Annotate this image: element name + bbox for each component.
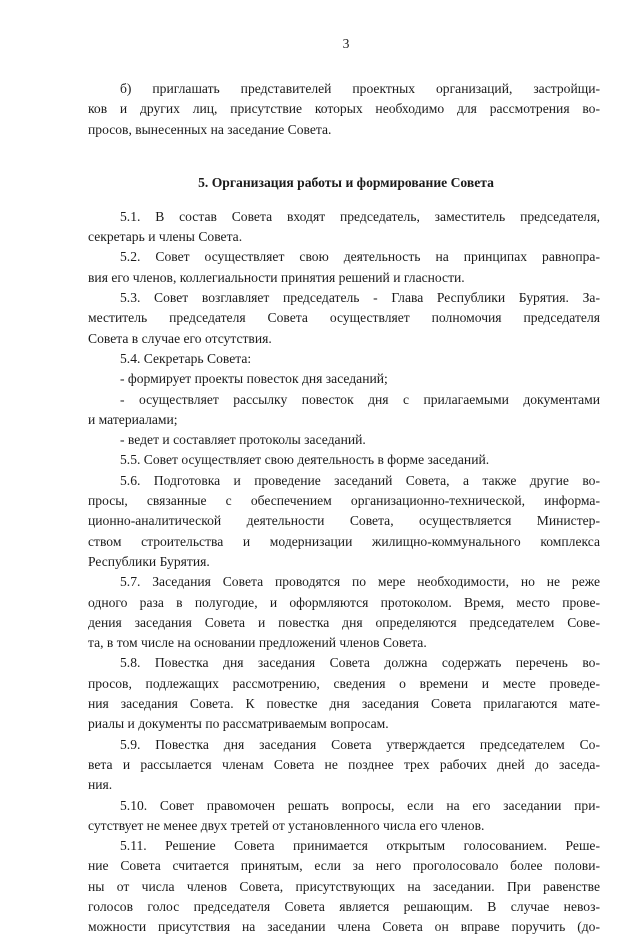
text-line: Республики Бурятия. [88,553,210,569]
text-line: ством строительства и модернизации жилищно-коммунального комплекса [88,533,600,549]
text-line: Совета в случае его отсутствия. [88,330,272,346]
paragraph [88,207,600,248]
text-line: ния заседания Совета. К повестке дня заседания Совета прилагаются мате- [88,696,600,712]
text-line: 5.5. Совет осуществляет свою деятельность в форме заседаний. [120,452,490,468]
paragraph [88,735,600,796]
paragraph [88,430,600,450]
paragraph [88,369,600,389]
section-body [88,207,600,938]
text-line: сутствует не менее двух третей от установленного числа его членов. [88,817,485,833]
text-line: ционно-аналитической деятельности Совета, осуществляется Министер- [88,513,600,529]
text-line: б) приглашать представителей проектных организаций, застройщи- [120,81,600,96]
text-line: ны от числа членов Совета, присутствующих на заседании. При равенстве [88,878,600,894]
section-heading: 5. Организация работы и формирование Совета [198,174,494,190]
paragraph [88,471,600,572]
text-line: - формирует проекты повесток дня заседаний; [120,371,388,387]
text-line: 5.2. Совет осуществляет свою деятельность на принципах равнопра- [120,249,600,265]
text-line: 5.11. Решение Совета принимается открытым голосованием. Реше- [120,838,600,854]
text-line: и материалами; [88,411,178,427]
text-line: вия его членов, коллегиальности принятия решений и гласности. [88,269,465,285]
paragraph [88,288,600,349]
paragraph [88,572,600,653]
text-line: голосов голос председателя Совета является решающим. В случае невоз- [88,898,600,914]
text-line: 5.6. Подготовка и проведение заседаний Совета, а также другие во- [120,472,600,488]
text-line: просы, связанные с обеспечением организационно-технической, информа- [88,493,600,509]
text-line: та, в том числе на основании предложений членов Совета. [88,635,427,651]
text-line: 5.8. Повестка дня заседания Совета должна содержать перечень во- [120,655,600,671]
paragraph [88,796,600,837]
text-line: риалы и документы по рассматриваемым вопросам. [88,716,389,732]
text-line: 5.9. Повестка дня заседания Совета утверждается председателем Со- [120,736,600,752]
paragraph [88,450,600,470]
text-line: 5.4. Секретарь Совета: [120,350,252,366]
paragraph [88,247,600,288]
page-number: 3 [342,36,350,51]
text-line: одного раза в полугодие, и оформляются протоколом. Время, место прове- [88,594,600,610]
text-line: секретарь и члены Совета. [88,229,243,245]
paragraph [88,653,600,734]
text-line: - осуществляет рассылку повесток дня с прилагаемыми документами [120,391,600,407]
text-line: 5.7. Заседания Совета проводятся по мере необходимости, но не реже [120,574,600,590]
text-line: просов, вынесенных на заседание Совета. [88,121,332,137]
paragraph [88,836,600,937]
text-line: можности присутствия на заседании члена Совета он вправе поручить (до- [88,919,600,935]
text-line: вета и рассылается членам Совета не позднее трех рабочих дней до заседа- [88,756,600,772]
paragraph [88,390,600,431]
text-line: просов, подлежащих рассмотрению, сведения о времени и месте проведе- [88,675,600,691]
text-line: ков и других лиц, присутствие которых необходимо для рассмотрения во- [88,101,600,117]
text-line: дения заседания Совета и повестка дня определяются председателем Сове- [88,614,600,630]
text-line: ние Совета считается принятым, если за него проголосовало более полови- [88,858,600,874]
text-line: 5.1. В состав Совета входят председатель, заместитель председателя, [120,208,600,224]
text-line: - ведет и составляет протоколы заседаний. [120,432,366,448]
text-line: 5.10. Совет правомочен решать вопросы, если на его заседании при- [120,797,600,813]
intro-paragraph [88,79,600,140]
text-line: ния. [88,777,113,793]
paragraph [88,349,600,369]
text-line: меститель председателя Совета осуществляет полномочия председателя [88,310,600,326]
text-line: 5.3. Совет возглавляет председатель - Глава Республики Бурятия. За- [120,290,600,306]
